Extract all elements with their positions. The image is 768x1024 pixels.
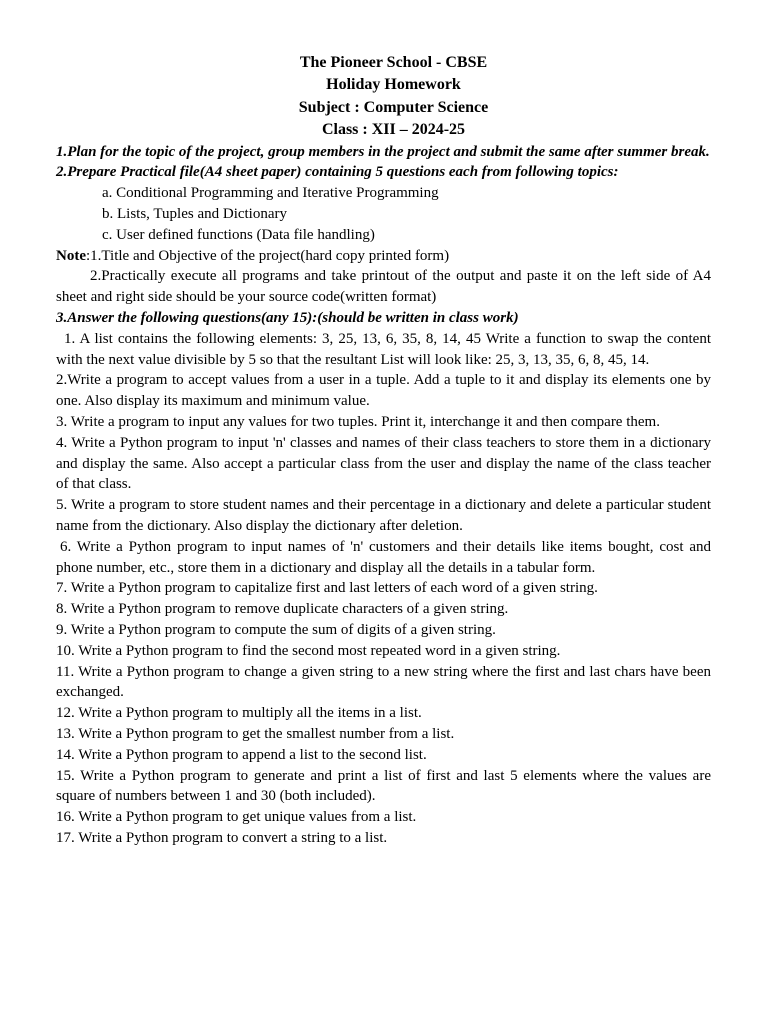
question-list (56, 329, 711, 849)
task-1: 1.Plan for the topic of the project, group members in the project and submit the same after summer break. (56, 143, 710, 160)
question-item: 3. Write a program to input any values for two tuples. Print it, interchange it and then compare them. (56, 413, 660, 430)
question-item: 10. Write a Python program to find the second most repeated word in a given string. (56, 642, 561, 659)
topic-item: c. User defined functions (Data file handling) (102, 226, 375, 243)
question-item: 9. Write a Python program to compute the sum of digits of a given string. (56, 621, 496, 638)
subject-line: Subject : Computer Science (298, 98, 489, 116)
note-text-2: 2.Practically execute all programs and take printout of the output and paste it on the left side of A4 sheet and right side should be your source code(written format) (56, 268, 711, 306)
class-line: Class : XII – 2024-25 (321, 121, 466, 139)
homework-document (56, 52, 711, 849)
question-item: 8. Write a Python program to remove duplicate characters of a given string. (56, 601, 509, 618)
school-name: The Pioneer School - CBSE (299, 54, 488, 71)
document-title: Holiday Homework (326, 76, 461, 94)
question-item: 11. Write a Python program to change a given string to a new string where the first and last chars have been exchanged. (56, 663, 711, 701)
note-text-1: :1.Title and Objective of the project(hard copy printed form) (86, 247, 450, 264)
question-item: 1. A list contains the following elements: 3, 25, 13, 6, 35, 8, 14, 45 Write a function to swap the content with the next value divisible by 5 so that the resultant List will look like: 25, 3, 13, 35, 6, 8, 45, 14. (56, 330, 711, 368)
question-item: 4. Write a Python program to input 'n' classes and names of their class teachers to store them in a dictionary and display the same. Also accept a particular class from the user and display the name of the class teacher of that class. (56, 434, 711, 493)
question-item: 6. Write a Python program to input names of 'n' customers and their details like items bought, cost and phone number, etc., store them in a dictionary and display all the details in a tabular form. (56, 538, 711, 576)
task-2: 2.Prepare Practical file(A4 sheet paper) containing 5 questions each from following topics: (56, 164, 619, 181)
topic-item: b. Lists, Tuples and Dictionary (102, 206, 288, 223)
question-item: 12. Write a Python program to multiply all the items in a list. (56, 705, 422, 722)
topic-item: a. Conditional Programming and Iterative Programming (102, 185, 439, 202)
question-item: 13. Write a Python program to get the smallest number from a list. (56, 725, 455, 742)
question-item: 16. Write a Python program to get unique values from a list. (56, 809, 417, 826)
question-item: 14. Write a Python program to append a list to the second list. (56, 746, 427, 763)
question-item: 17. Write a Python program to convert a string to a list. (56, 829, 388, 846)
note-label: Note (56, 247, 86, 264)
question-item: 2.Write a program to accept values from a user in a tuple. Add a tuple to it and display its elements one by one. Also display its maximum and minimum value. (56, 372, 711, 410)
question-item: 5. Write a program to store student names and their percentage in a dictionary and delete a particular student name from the dictionary. Also display the dictionary after deletion. (56, 497, 711, 534)
note-line (56, 246, 711, 267)
document-header (56, 52, 711, 142)
question-item: 15. Write a Python program to generate and print a list of first and last 5 elements where the values are square of numbers between 1 and 30 (both included). (56, 767, 711, 805)
task-3: 3.Answer the following questions(any 15):(should be written in class work) (56, 310, 519, 326)
question-item: 7. Write a Python program to capitalize first and last letters of each word of a given string. (56, 580, 598, 597)
